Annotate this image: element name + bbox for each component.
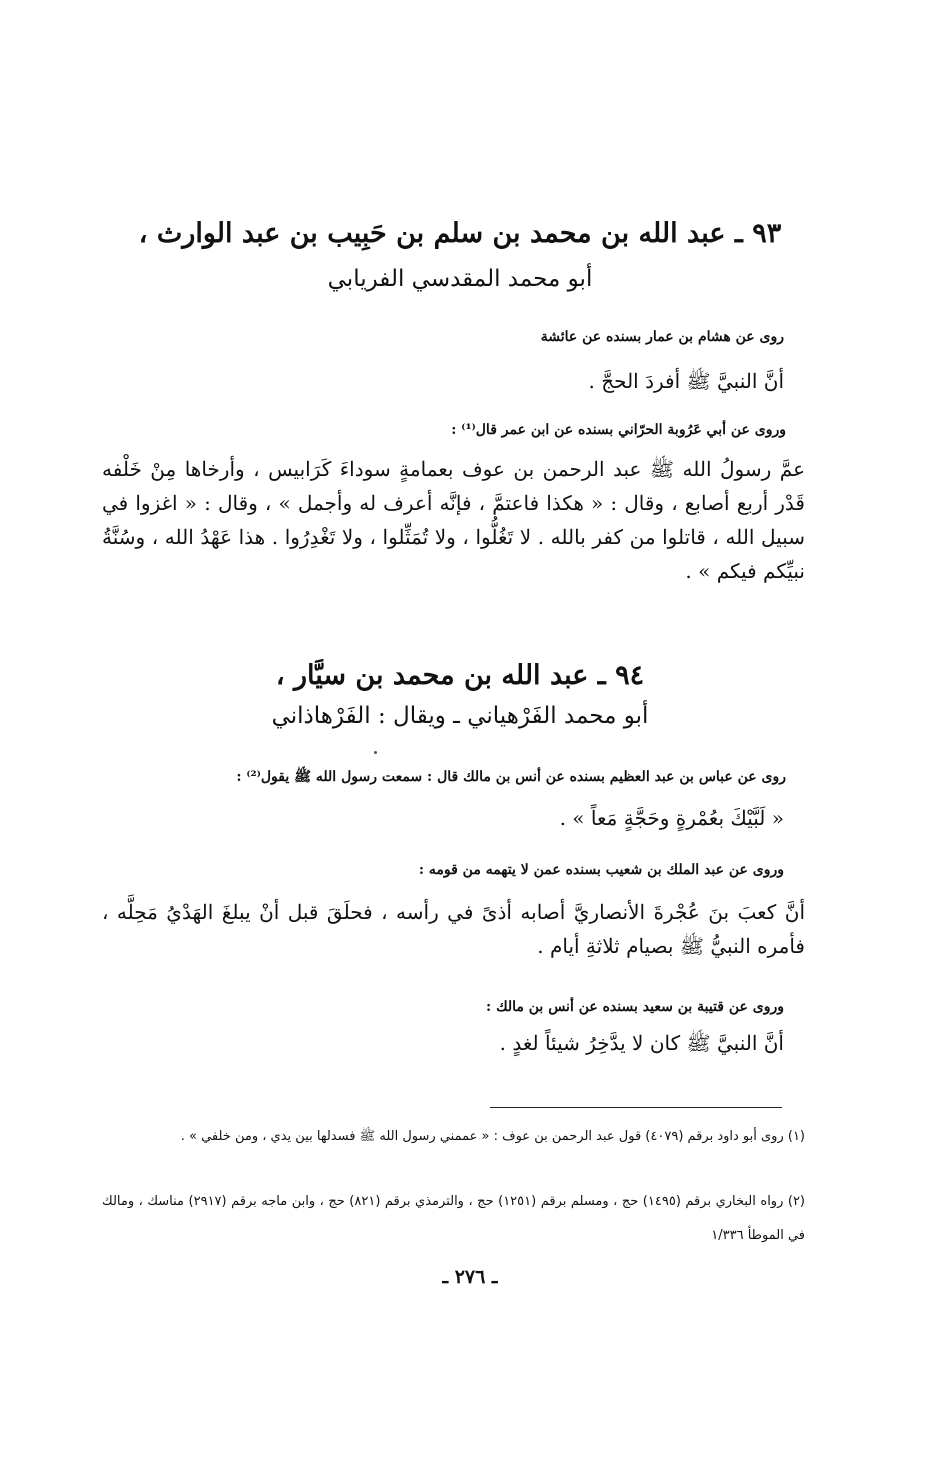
footnote-separator	[490, 1107, 782, 1108]
entry-93-chain-1: روى عن هشام بن عمار بسنده عن عائشة	[540, 329, 784, 345]
entry-94-chain-2: وروى عن عبد الملك بن شعيب بسنده عمن لا يتهمه من قومه :	[418, 862, 784, 878]
entry-93-chain-2: وروى عن أبي عَرُوبة الحرّاني بسنده عن ابن عمر قال⁽¹⁾ :	[451, 422, 786, 438]
page-number: ـ ٢٧٦ ـ	[442, 1266, 498, 1288]
entry-94-subheading: أبو محمد الفَرْهياني ـ ويقال : الفَرْهاذاني	[271, 703, 649, 729]
entry-94-text-2: أنَّ كعبَ بنَ عُجْرةَ الأنصاريَّ أصابه أذىً في رأسه ، فحلَقَ قبل أنْ يبلغَ الهَدْيُ مَحِلَّه ، فأمره النبيُّ ﷺ بصيام ثلاثةِ أيام .	[102, 900, 805, 958]
footnote-1: (١) روى أبو داود برقم (٤٠٧٩) قول عبد الرحمن بن عوف : « عممني رسول الله ﷺ فسدلها بين يدي ، ومن خلفي » .	[180, 1129, 805, 1144]
entry-93-subheading: أبو محمد المقدسي الفريابي	[327, 266, 593, 292]
entry-94-heading: ٩٤ ـ عبد الله بن محمد بن سيَّار ،	[275, 660, 645, 691]
entry-94-text-3: أنَّ النبيَّ ﷺ كان لا يدَّخِرُ شيئاً لغدٍ .	[499, 1031, 784, 1055]
print-speck	[374, 751, 377, 754]
entry-93-text-2: عمَّ رسولُ الله ﷺ عبد الرحمن بن عوف بعمامةٍ سوداءَ كَرَابيس ، وأرخاها مِنْ خَلْفه قَدْر أربع أصابع ، وقال : « هكذا فاعتمَّ ، فإنَّه أعرف له وأجمل » ، وقال : « اغزوا في سبيل الله ، قاتلوا من كفر بالله . لا تَغُلُّوا ، ولا تُمَثِّلوا ، ولا تَغْدِرُوا . هذا عَهْدُ الله ، وسُنَّةُ نبيِّكم فيكم » .	[102, 457, 805, 583]
entry-94-chain-3: وروى عن قتيبة بن سعيد بسنده عن أنس بن مالك :	[486, 999, 784, 1015]
entry-93-heading: ٩٣ ـ عبد الله بن محمد بن سلم بن حَبِيب بن عبد الوارث ،	[138, 218, 782, 249]
footnote-2: (٢) رواه البخاري برقم (١٤٩٥) حج ، ومسلم برقم (١٢٥١) حج ، والترمذي برقم (٨٢١) حج ، وابن ماجه برقم (٢٩١٧) مناسك ، ومالك في الموطأ ١/٣٣٦	[102, 1194, 805, 1243]
entry-94-chain-1: روى عن عباس بن عبد العظيم بسنده عن أنس بن مالك قال : سمعت رسول الله ﷺ يقول⁽²⁾ :	[236, 769, 786, 785]
entry-93-text-1: أنَّ النبيَّ ﷺ أفردَ الحجَّ .	[588, 369, 784, 393]
entry-94-text-1: « لَبَّيْكَ بعُمْرةٍ وحَجَّةٍ مَعاً » .	[559, 806, 784, 830]
